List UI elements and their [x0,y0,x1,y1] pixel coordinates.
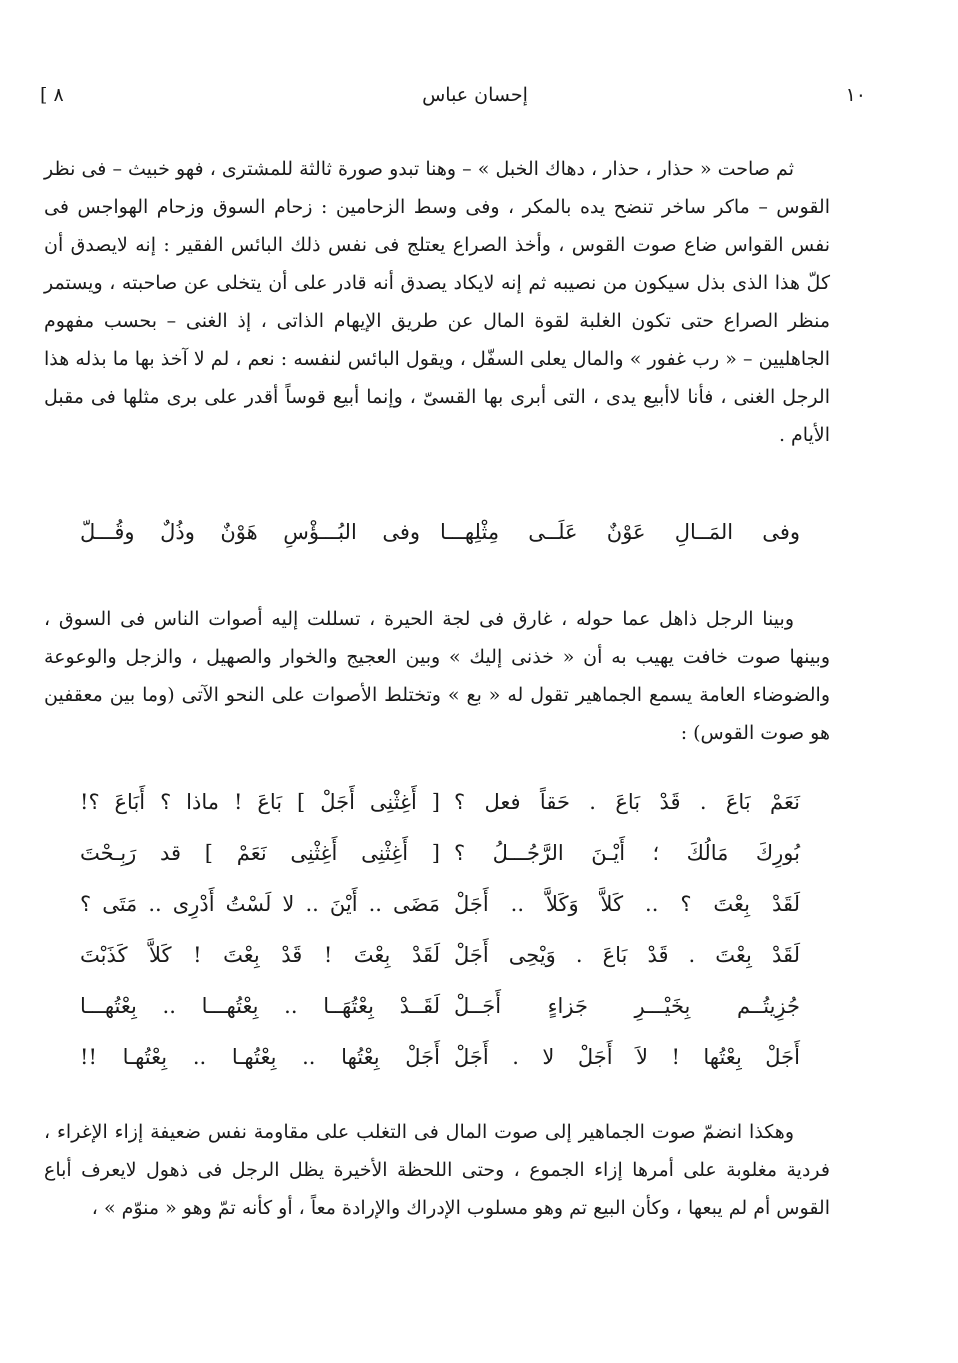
poem-left-hemistich: [ أَغِثْنِى أَجَلْ ] بَاعَ ! ماذا ؟ أَبَاعَ ؟! [80,790,440,814]
running-header [40,84,910,116]
poem-right-hemistich: نَعَمْ بَاعَ . قَدْ بَاعَ . حَقاً فعل ؟ [454,790,800,814]
poem-right-hemistich: لَقَدْ بِعْتَ ؟ .. كَلاَّ وَكَلاَّ .. أَجَلْ [454,892,800,916]
poem-left-hemistich: [ أَغِثْنِى أَغِثْنِى نَعَمْ ] قد رَبِـحْتَ [80,841,440,865]
poem-left-hemistich: مَضَى .. أَيْنَ .. لا لَسْتُ أَدْرِى .. مَتَى ؟ [80,892,440,916]
poem-line [80,790,800,841]
poem-right-hemistich: جُزِيتُــم بِخَيْـــرِ جَزاءٍ أَجَــلْ [454,994,800,1018]
poem-line [80,841,800,892]
paragraph-3: وهكذا انضمّ صوت الجماهير إلى صوت المال فى التغلب على مقاومة نفس ضعيفة إزاء الإغراء ، فردية مغلوبة على أمرها إزاء الجموع ، وحتى اللحظة الأخيرة يظل الرجل فى ذهول لايعرف أباع القوس أم لم يبعها ، وكأن البيع تم وهو مسلوب الإدراك والإرادة معاً ، أو كأنه تمّ وهو « منوّم » ، [44,1121,830,1219]
section-marker: [ ٨ [40,84,64,106]
poem-right-hemistich: أَجَلْ بِعْتُها ! لاَ أَجَلْ لا . أَجَلْ [454,1045,800,1069]
page-number: ١٠ [845,84,866,106]
poem-line [80,892,800,943]
verse-line [80,520,800,560]
running-author: إحسان عباس [422,84,528,106]
paragraph-2: وبينا الرجل ذاهل عما حوله ، غارق فى لجة الحيرة ، تسللت إليه أصوات الناس فى السوق ، وبينها صوت خافت يهيب به أن « خذنى إليك » وبين العجيج والخوار والصهيل ، والزجل والوعوعة والضوضاء العامة يسمع الجماهير تقول له « بع » وتختلط الأصوات على النحو الآتى (وما بين معقفين هو صوت القوس) : [44,608,830,744]
poem-right-hemistich: لَقَدْ بِعْتَ . قَدْ بَاعَ . وَيْحِى أَجَلْ [454,943,800,967]
poem-left-hemistich: أَجَلْ بِعْتُها .. بِعْتُهـا .. بِعْتُهـا !! [80,1045,440,1069]
paragraph-1: ثم صاحت « حذار ، حذار ، دهاك الخبل » – وهنا تبدو صورة ثالثة للمشترى ، فهو خبيث – فى نظر القوس – ماكر ساخر تنضح يده بالمكر ، وفى وسط الزحامين : زحام السوق وزحام الهواجس فى نفس القواس ضاع صوت القوس ، وأخذ الصراع يعتلج فى نفس ذلك البائس الفقير : إنه لايصدق أن كلّ هذا الذى بذل سيكون من نصيبه ثم إنه لايكاد يصدق أنه قادر على أن يتخلى عن صاحبته ، ويستمر منظر الصراع حتى تكون الغلبة لقوة المال عن طريق الإيهام الذاتى ، إذ الغنى – بحسب مفهوم الجاهليين – « رب غفور » والمال يعلى السفّل ، ويقول البائس لنفسه : نعم ، لم لا آخذ بها ما بذله هذا الرجل الغنى ، فأنا لاأبيع يدى ، التى أبرى بها القسىّ ، وإنما أبيع قوساً أقدر على برى مثلها فى مقبل الأيام . [44,158,830,446]
poem-block [80,790,800,1096]
poem-left-hemistich: لَقَــدْ بِعْتُهَــا .. بِعْتُهـــا .. بِعْتُهـــا [80,994,440,1018]
poem-right-hemistich: بُورِكَ مَالُكَ ؛ أَيْـنَ الرَّجُـــلُ ؟ [454,841,800,865]
verse-first-hemistich: وفى المَــالِ عَوْنٌ عَلَــى مِثْلِهـــا [440,520,800,544]
poem-line [80,994,800,1045]
poem-left-hemistich: لَقَدْ بِعْتَ ! قَدْ بِعْتَ ! كَلاَّ كَذَبْتَ [80,943,440,967]
poem-line [80,1045,800,1096]
poem-line [80,943,800,994]
verse-second-hemistich: وفى البُـــؤْسِ هَوْنٌ وذُلٌ وقُـــلّ [80,520,420,544]
